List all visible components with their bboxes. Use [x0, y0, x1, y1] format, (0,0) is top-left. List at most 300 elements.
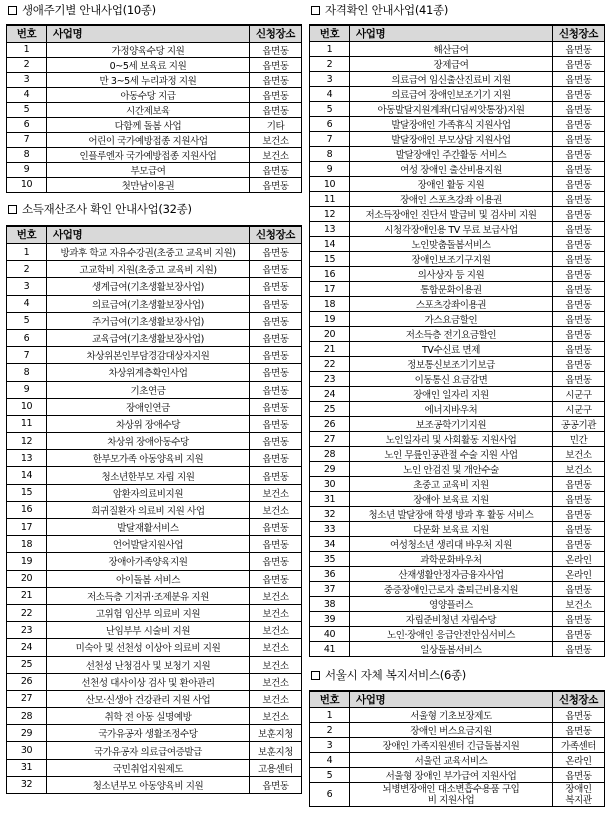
row-program-name: 차상위본인부담경감대상자지원 [47, 347, 250, 364]
row-apply-place: 읍면동 [553, 87, 605, 102]
row-apply-place: 읍면동 [553, 537, 605, 552]
row-number: 5 [7, 312, 47, 329]
row-apply-place: 읍면동 [553, 252, 605, 267]
table-row [310, 267, 605, 282]
row-program-name: 가정양육수당 지원 [47, 42, 250, 57]
row-number: 2 [7, 57, 47, 72]
row-program-name: 과학문화바우처 [350, 552, 553, 567]
row-number: 25 [7, 656, 47, 673]
table-row [7, 433, 302, 450]
row-program-name: 여성청소년 생리대 바우처 지원 [350, 537, 553, 552]
table-row [310, 297, 605, 312]
row-program-name: 영양플러스 [350, 597, 553, 612]
table-row [7, 519, 302, 536]
row-program-name: 국가유공자 생활조정수당 [47, 725, 250, 742]
row-number: 26 [310, 417, 350, 432]
row-apply-place: 읍면동 [553, 297, 605, 312]
row-apply-place: 보건소 [250, 132, 302, 147]
row-program-name: 장애아가족양육지원 [47, 553, 250, 570]
row-number: 4 [310, 753, 350, 768]
row-number: 12 [7, 433, 47, 450]
row-number: 5 [7, 102, 47, 117]
header-name: 사업명 [350, 25, 553, 42]
row-apply-place: 읍면동 [250, 776, 302, 793]
row-apply-place: 읍면동 [250, 433, 302, 450]
row-program-name: 자립준비청년 자립수당 [350, 612, 553, 627]
row-number: 6 [310, 783, 350, 807]
table-row [7, 278, 302, 295]
table-row [310, 42, 605, 57]
row-apply-place: 보훈지청 [250, 725, 302, 742]
row-apply-place: 읍면동 [250, 177, 302, 192]
section-title-lifecycle: 생애주기별 안내사업(10종) [6, 0, 302, 20]
table-row [310, 342, 605, 357]
header-no: 번호 [7, 226, 47, 244]
row-program-name: 장제급여 [350, 57, 553, 72]
row-program-name: 노인·장애인 응급안전안심서비스 [350, 627, 553, 642]
row-number: 40 [310, 627, 350, 642]
row-program-name: 산모·신생아 건강관리 지원 사업 [47, 690, 250, 707]
table-row [7, 759, 302, 776]
row-apply-place: 고용센터 [250, 759, 302, 776]
row-program-name: 인플루엔자 국가예방접종 지원사업 [47, 147, 250, 162]
row-apply-place: 읍면동 [553, 342, 605, 357]
table-eligibility [309, 24, 605, 657]
row-number: 4 [7, 87, 47, 102]
row-apply-place: 온라인 [553, 552, 605, 567]
row-number: 9 [7, 162, 47, 177]
table-row [310, 222, 605, 237]
table-row [310, 567, 605, 582]
table-row [310, 402, 605, 417]
header-no: 번호 [310, 25, 350, 42]
row-program-name: 장애인 버스요금지원 [350, 723, 553, 738]
row-number: 20 [7, 570, 47, 587]
row-number: 1 [310, 42, 350, 57]
row-number: 19 [310, 312, 350, 327]
row-number: 25 [310, 402, 350, 417]
row-apply-place: 읍면동 [553, 768, 605, 783]
row-number: 9 [310, 162, 350, 177]
row-apply-place: 읍면동 [553, 72, 605, 87]
row-number: 5 [310, 768, 350, 783]
row-apply-place: 읍면동 [553, 477, 605, 492]
row-apply-place: 민간 [553, 432, 605, 447]
row-program-name: 국민취업지원제도 [47, 759, 250, 776]
row-program-name: 첫만남이용권 [47, 177, 250, 192]
row-number: 30 [7, 742, 47, 759]
row-number: 24 [310, 387, 350, 402]
row-apply-place: 보건소 [250, 708, 302, 725]
row-program-name: 시청각장애인용 TV 무료 보급사업 [350, 222, 553, 237]
row-apply-place: 읍면동 [250, 312, 302, 329]
checkbox-icon [311, 671, 320, 680]
table-row [310, 387, 605, 402]
header-no: 번호 [7, 25, 47, 42]
row-number: 23 [7, 622, 47, 639]
row-program-name: 가스요금할인 [350, 312, 553, 327]
row-number: 23 [310, 372, 350, 387]
row-apply-place: 읍면동 [250, 415, 302, 432]
row-program-name: 청소년 발달장애 학생 방과 후 활동 서비스 [350, 507, 553, 522]
row-apply-place: 읍면동 [250, 553, 302, 570]
row-number: 34 [310, 537, 350, 552]
row-number: 1 [310, 708, 350, 723]
row-program-name: 노인 안검진 및 개안수술 [350, 462, 553, 477]
row-number: 1 [7, 244, 47, 261]
left-column [6, 0, 302, 794]
header-place: 신청장소 [250, 226, 302, 244]
row-number: 9 [7, 381, 47, 398]
row-number: 10 [7, 398, 47, 415]
row-number: 33 [310, 522, 350, 537]
row-apply-place: 읍면동 [553, 507, 605, 522]
row-program-name: 뇌병변장애인 대소변흡수용품 구입비 지원사업 [350, 783, 553, 807]
row-number: 6 [7, 329, 47, 346]
row-program-name: 통합문화이용권 [350, 282, 553, 297]
row-number: 3 [310, 72, 350, 87]
row-program-name: 노인맞춤돌봄서비스 [350, 237, 553, 252]
row-apply-place: 읍면동 [250, 162, 302, 177]
table-row [7, 536, 302, 553]
row-apply-place: 읍면동 [553, 162, 605, 177]
row-apply-place: 보건소 [250, 639, 302, 656]
table-income [6, 225, 302, 795]
table-row [7, 312, 302, 329]
row-apply-place: 보훈지청 [250, 742, 302, 759]
row-apply-place: 읍면동 [553, 582, 605, 597]
row-apply-place: 읍면동 [553, 222, 605, 237]
row-number: 4 [310, 87, 350, 102]
row-number: 16 [7, 501, 47, 518]
row-program-name: TV수신료 면제 [350, 342, 553, 357]
row-number: 24 [7, 639, 47, 656]
row-program-name: 장애인보조기구지원 [350, 252, 553, 267]
row-program-name: 스포츠강좌이용권 [350, 297, 553, 312]
row-program-name: 차상위 장애수당 [47, 415, 250, 432]
row-number: 29 [310, 462, 350, 477]
row-apply-place: 읍면동 [553, 102, 605, 117]
row-apply-place: 읍면동 [250, 381, 302, 398]
row-program-name: 시간제보육 [47, 102, 250, 117]
checkbox-icon [8, 205, 17, 214]
table-row [7, 244, 302, 261]
row-number: 18 [310, 297, 350, 312]
row-number: 3 [310, 738, 350, 753]
row-number: 17 [7, 519, 47, 536]
row-program-name: 희귀질환자 의료비 지원 사업 [47, 501, 250, 518]
row-program-name: 이동통신 요금감면 [350, 372, 553, 387]
row-apply-place: 읍면동 [553, 177, 605, 192]
table-row [7, 604, 302, 621]
table-row [7, 177, 302, 192]
row-program-name: 서울형 장애인 부가급여 지원사업 [350, 768, 553, 783]
row-program-name: 장애인 활동 지원 [350, 177, 553, 192]
table-row [310, 462, 605, 477]
row-program-name: 의료급여 장애인보조기기 지원 [350, 87, 553, 102]
row-program-name: 차상위 장애아동수당 [47, 433, 250, 450]
table-row [310, 447, 605, 462]
row-program-name: 발달장애인 주간활동 서비스 [350, 147, 553, 162]
table-row [7, 742, 302, 759]
row-program-name: 고위험 임산부 의료비 지원 [47, 604, 250, 621]
row-apply-place: 읍면동 [553, 372, 605, 387]
table-row [310, 282, 605, 297]
row-number: 27 [7, 690, 47, 707]
row-apply-place: 읍면동 [250, 519, 302, 536]
table-row [310, 552, 605, 567]
row-program-name: 난임부부 시술비 지원 [47, 622, 250, 639]
table-row [310, 312, 605, 327]
table-row [7, 553, 302, 570]
table-row [7, 690, 302, 707]
row-program-name: 선천성 난청검사 및 보청기 지원 [47, 656, 250, 673]
row-apply-place: 보건소 [553, 447, 605, 462]
row-number: 31 [7, 759, 47, 776]
table-row [310, 72, 605, 87]
row-number: 31 [310, 492, 350, 507]
row-apply-place: 보건소 [553, 597, 605, 612]
row-program-name: 부모급여 [47, 162, 250, 177]
row-number: 7 [310, 132, 350, 147]
row-apply-place: 읍면동 [250, 42, 302, 57]
table-row [310, 582, 605, 597]
table-row [310, 723, 605, 738]
row-number: 26 [7, 673, 47, 690]
row-apply-place: 읍면동 [553, 612, 605, 627]
row-number: 8 [310, 147, 350, 162]
table-row [310, 492, 605, 507]
row-program-name: 다문화 보육료 지원 [350, 522, 553, 537]
row-number: 13 [7, 450, 47, 467]
header-place: 신청장소 [553, 691, 605, 708]
table-row [7, 673, 302, 690]
row-apply-place: 읍면동 [250, 102, 302, 117]
row-apply-place: 읍면동 [553, 627, 605, 642]
row-program-name: 저소득층 기저귀·조제분유 지원 [47, 587, 250, 604]
row-program-name: 저소득장애인 진단서 발급비 및 검사비 지원 [350, 207, 553, 222]
row-program-name: 서울형 기초보장제도 [350, 708, 553, 723]
row-number: 30 [310, 477, 350, 492]
row-program-name: 노인 무릎인공관절 수술 지원 사업 [350, 447, 553, 462]
table-row [7, 639, 302, 656]
checkbox-icon [311, 6, 320, 15]
row-apply-place: 읍면동 [250, 57, 302, 72]
row-number: 11 [310, 192, 350, 207]
row-number: 36 [310, 567, 350, 582]
row-program-name: 초중고 교육비 지원 [350, 477, 553, 492]
row-program-name: 아동발달지원계좌(디딤씨앗통장)지원 [350, 102, 553, 117]
table-seoul [309, 690, 605, 807]
table-row [310, 237, 605, 252]
row-number: 10 [7, 177, 47, 192]
row-apply-place: 읍면동 [250, 295, 302, 312]
row-apply-place: 온라인 [553, 753, 605, 768]
row-number: 3 [7, 278, 47, 295]
row-number: 4 [7, 295, 47, 312]
row-program-name: 저소득층 전기요금할인 [350, 327, 553, 342]
table-row [310, 207, 605, 222]
row-number: 8 [7, 364, 47, 381]
row-program-name: 한부모가족 아동양육비 지원 [47, 450, 250, 467]
row-number: 41 [310, 642, 350, 657]
row-program-name: 보조공학기기지원 [350, 417, 553, 432]
row-apply-place: 읍면동 [553, 282, 605, 297]
table-row [7, 450, 302, 467]
row-number: 2 [7, 261, 47, 278]
table-row [310, 177, 605, 192]
table-row [310, 102, 605, 117]
row-program-name: 아이돌봄 서비스 [47, 570, 250, 587]
table-row [310, 117, 605, 132]
row-apply-place: 보건소 [250, 622, 302, 639]
row-number: 5 [310, 102, 350, 117]
table-row [7, 72, 302, 87]
row-number: 22 [7, 604, 47, 621]
row-program-name: 취학 전 아동 실명예방 [47, 708, 250, 725]
row-program-name: 언어발달지원사업 [47, 536, 250, 553]
row-program-name: 선천성 대사이상 검사 및 환아관리 [47, 673, 250, 690]
table-row [7, 587, 302, 604]
row-apply-place: 장애인 복지관 [553, 783, 605, 807]
row-apply-place: 읍면동 [553, 327, 605, 342]
row-apply-place: 읍면동 [553, 117, 605, 132]
row-number: 14 [310, 237, 350, 252]
table-row [7, 501, 302, 518]
row-program-name: 여성 장애인 출산비용지원 [350, 162, 553, 177]
row-apply-place: 읍면동 [250, 261, 302, 278]
row-apply-place: 보건소 [250, 587, 302, 604]
row-program-name: 산재생활안정자금융자사업 [350, 567, 553, 582]
table-row [310, 372, 605, 387]
table-row [7, 484, 302, 501]
row-program-name: 서울런 교육서비스 [350, 753, 553, 768]
section-title-eligibility: 자격확인 안내사업(41종) [309, 0, 605, 20]
checkbox-icon [8, 6, 17, 15]
table-row [310, 327, 605, 342]
header-place: 신청장소 [553, 25, 605, 42]
row-program-name: 의료급여 임신출산진료비 지원 [350, 72, 553, 87]
row-number: 11 [7, 415, 47, 432]
row-program-name: 주거급여(기초생활보장사업) [47, 312, 250, 329]
row-apply-place: 읍면동 [553, 237, 605, 252]
row-program-name: 방과후 학교 자유수강권(초중고 교육비 지원) [47, 244, 250, 261]
row-number: 32 [310, 507, 350, 522]
row-program-name: 장애인연금 [47, 398, 250, 415]
row-number: 17 [310, 282, 350, 297]
table-row [310, 162, 605, 177]
header-name: 사업명 [47, 226, 250, 244]
row-number: 39 [310, 612, 350, 627]
row-apply-place: 읍면동 [553, 207, 605, 222]
row-apply-place: 읍면동 [250, 536, 302, 553]
table-row [310, 252, 605, 267]
row-apply-place: 읍면동 [553, 57, 605, 72]
row-number: 10 [310, 177, 350, 192]
row-apply-place: 보건소 [250, 690, 302, 707]
row-program-name: 차상위계층확인사업 [47, 364, 250, 381]
header-no: 번호 [310, 691, 350, 708]
row-apply-place: 읍면동 [553, 708, 605, 723]
row-program-name: 교육급여(기초생활보장사업) [47, 329, 250, 346]
section-title-income: 소득재산조사 확인 안내사업(32종) [6, 199, 302, 219]
row-apply-place: 읍면동 [250, 329, 302, 346]
table-row [310, 477, 605, 492]
row-number: 32 [7, 776, 47, 793]
row-apply-place: 읍면동 [250, 278, 302, 295]
row-apply-place: 시군구 [553, 402, 605, 417]
table-row [7, 725, 302, 742]
row-program-name: 0~5세 보육료 지원 [47, 57, 250, 72]
row-program-name: 고교학비 지원(초중고 교육비 지원) [47, 261, 250, 278]
row-number: 28 [310, 447, 350, 462]
row-apply-place: 읍면동 [553, 642, 605, 657]
table-row [310, 357, 605, 372]
row-apply-place: 읍면동 [553, 42, 605, 57]
header-name: 사업명 [350, 691, 553, 708]
row-number: 2 [310, 723, 350, 738]
table-row [7, 622, 302, 639]
row-program-name: 청소년부모 아동양육비 지원 [47, 776, 250, 793]
row-apply-place: 보건소 [250, 673, 302, 690]
row-number: 15 [310, 252, 350, 267]
row-apply-place: 읍면동 [250, 244, 302, 261]
row-program-name: 청소년한부모 자립 지원 [47, 467, 250, 484]
row-number: 3 [7, 72, 47, 87]
row-number: 20 [310, 327, 350, 342]
table-row [310, 597, 605, 612]
table-row [310, 87, 605, 102]
row-apply-place: 시군구 [553, 387, 605, 402]
table-row [310, 432, 605, 447]
row-apply-place: 보건소 [250, 656, 302, 673]
row-apply-place: 읍면동 [553, 723, 605, 738]
row-apply-place: 읍면동 [553, 192, 605, 207]
row-number: 7 [7, 347, 47, 364]
row-program-name: 장애인 스포츠강좌 이용권 [350, 192, 553, 207]
table-row [310, 57, 605, 72]
row-apply-place: 보건소 [250, 147, 302, 162]
table-row [7, 415, 302, 432]
table-row [310, 738, 605, 753]
row-apply-place: 읍면동 [553, 312, 605, 327]
table-row [310, 417, 605, 432]
row-number: 22 [310, 357, 350, 372]
row-program-name: 암환자의료비지원 [47, 484, 250, 501]
table-row [310, 507, 605, 522]
row-program-name: 미숙아 및 선천성 이상아 의료비 지원 [47, 639, 250, 656]
row-apply-place: 보건소 [250, 501, 302, 518]
row-apply-place: 읍면동 [553, 132, 605, 147]
row-apply-place: 읍면동 [250, 347, 302, 364]
row-number: 35 [310, 552, 350, 567]
table-row [7, 295, 302, 312]
table-row [7, 467, 302, 484]
row-program-name: 노인일자리 및 사회활동 지원사업 [350, 432, 553, 447]
table-row [7, 147, 302, 162]
section-title-seoul: 서울시 자체 복지서비스(6종) [309, 665, 605, 685]
row-program-name: 발달장애인 가족휴식 지원사업 [350, 117, 553, 132]
table-row [7, 364, 302, 381]
row-number: 37 [310, 582, 350, 597]
table-row [310, 642, 605, 657]
table-row [310, 192, 605, 207]
row-apply-place: 읍면동 [553, 492, 605, 507]
row-program-name: 생계급여(기초생활보장사업) [47, 278, 250, 295]
right-column [309, 0, 605, 807]
row-number: 28 [7, 708, 47, 725]
table-row [7, 570, 302, 587]
